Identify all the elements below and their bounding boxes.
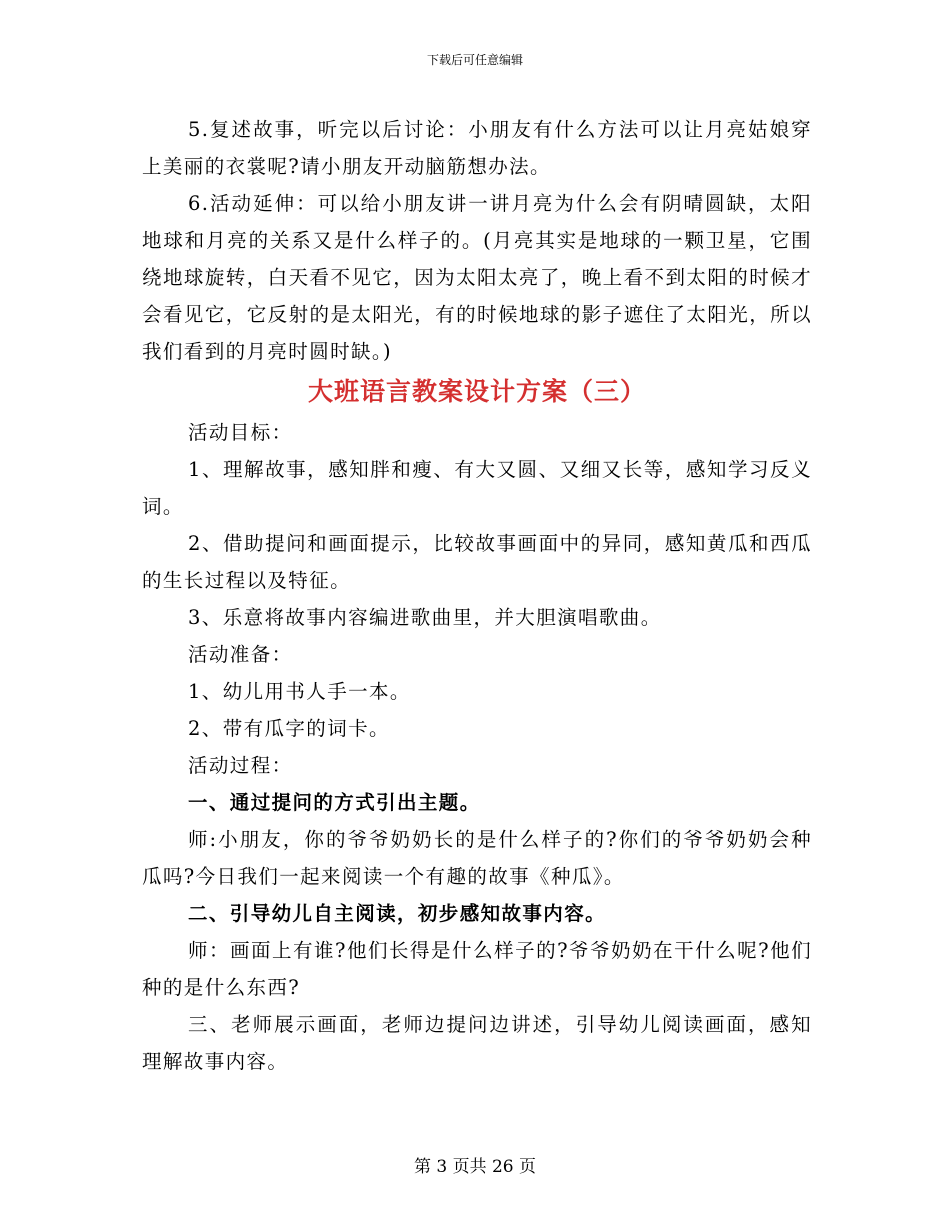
step-2-text: 师：画面上有谁?他们长得是什么样子的?爷爷奶奶在干什么呢?他们种的是什么东西? xyxy=(142,939,812,999)
paragraph-step-5: 5.复述故事，听完以后讨论：小朋友有什么方法可以让月亮姑娘穿上美丽的衣裳呢?请小朋友开动脑筋想办法。 xyxy=(142,118,812,178)
goal-item-1: 1、理解故事，感知胖和瘦、有大又圆、又细又长等，感知学习反义词。 xyxy=(142,458,812,518)
goal-item-2: 2、借助提问和画面提示，比较故事画面中的异同，感知黄瓜和西瓜的生长过程以及特征。 xyxy=(142,532,812,592)
prep-heading: 活动准备： xyxy=(188,643,293,666)
step-2-heading: 二、引导幼儿自主阅读，初步感知故事内容。 xyxy=(188,902,607,925)
step-1-heading: 一、通过提问的方式引出主题。 xyxy=(188,791,481,814)
prep-item-1: 1、幼儿用书人手一本。 xyxy=(188,680,411,703)
process-heading: 活动过程： xyxy=(188,754,293,777)
document-body xyxy=(142,111,812,1080)
prep-item-2: 2、带有瓜字的词卡。 xyxy=(188,717,390,740)
goal-heading: 活动目标： xyxy=(188,421,293,444)
goal-item-3: 3、乐意将故事内容编进歌曲里，并大胆演唱歌曲。 xyxy=(188,606,662,629)
paragraph-step-6: 6.活动延伸：可以给小朋友讲一讲月亮为什么会有阴晴圆缺，太阳地球和月亮的关系又是什么样子的。(月亮其实是地球的一颗卫星，它围绕地球旋转，白天看不见它，因为太阳太亮了，晚上看不到太阳的时候才会看见它，它反射的是太阳光，有的时候地球的影子遮住了太阳光，所以我们看到的月亮时圆时缺。) xyxy=(142,192,812,363)
section-title: 大班语言教案设计方案（三） xyxy=(307,377,646,406)
step-3-text: 三、老师展示画面，老师边提问边讲述，引导幼儿阅读画面，感知理解故事内容。 xyxy=(142,1013,812,1073)
page-number: 第 3 页共 26 页 xyxy=(413,1157,537,1177)
step-1-text: 师:小朋友，你的爷爷奶奶长的是什么样子的?你们的爷爷奶奶会种瓜吗?今日我们一起来阅读一个有趣的故事《种瓜》。 xyxy=(142,828,812,888)
page-header: 下载后可任意编辑 xyxy=(426,53,523,67)
